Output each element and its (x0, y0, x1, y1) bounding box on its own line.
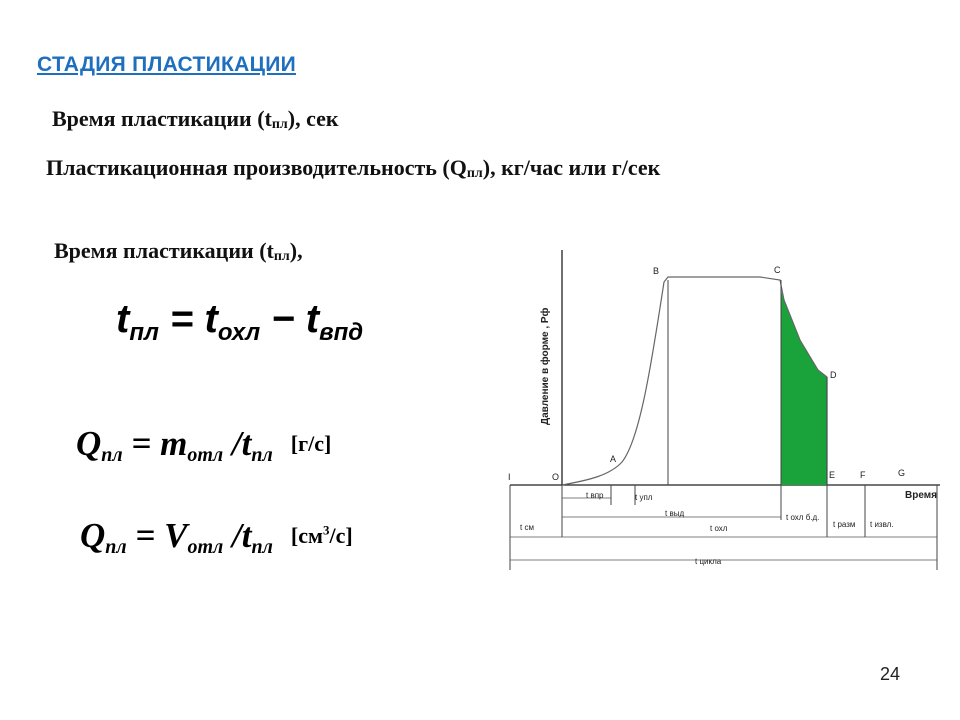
point-g: G (898, 468, 906, 478)
heading-plasticization-time: Время пластикации (tпл), сек (52, 106, 339, 132)
heading-plasticization-capacity: Пластикационная производительность (Qпл), кг/час или г/сек (46, 155, 661, 181)
label-t-vpr: t впр (586, 491, 604, 500)
label-t-cycle: t цикла (695, 557, 722, 566)
formula-plasticization-time: $t_{пл} = t_{охл} - t_{впд}$ (116, 297, 364, 346)
label-t-razm: t разм (833, 520, 856, 529)
label-t-vyd: t выд (665, 509, 685, 518)
formula-capacity-mass: $Q_{пл} = m_{отл}$ $/t_{пл}$ [г/с] (76, 424, 332, 466)
point-b: B (653, 266, 660, 276)
point-e: E (829, 470, 836, 480)
point-c: C (774, 265, 781, 275)
label-t-sm: t см (520, 523, 534, 532)
cooling-area (781, 290, 827, 485)
point-o: O (552, 472, 560, 482)
label-t-izvl: t извл. (870, 520, 894, 529)
pressure-cycle-diagram (500, 240, 945, 575)
point-d: D (830, 370, 837, 380)
point-f: F (860, 470, 866, 480)
label-t-upl: t упл (635, 493, 653, 502)
page-number: 24 (880, 664, 901, 684)
heading-plasticization-time-repeat: Время пластикации (tпл), (54, 238, 303, 264)
y-axis-label: Давление в форме , Рф (540, 307, 551, 425)
label-t-ohl: t охл (710, 524, 728, 533)
point-i: I (508, 472, 511, 482)
point-a: A (610, 454, 617, 464)
x-axis-label: Время (905, 490, 937, 501)
formula-capacity-volume: $Q_{пл} = V_{отл}$ $/t_{пл}$ $[см^3/с]$ (80, 516, 353, 558)
slide-title: СТАДИЯ ПЛАСТИКАЦИИ (37, 53, 297, 76)
label-t-ohl-bd: t охл б.д. (786, 513, 820, 522)
